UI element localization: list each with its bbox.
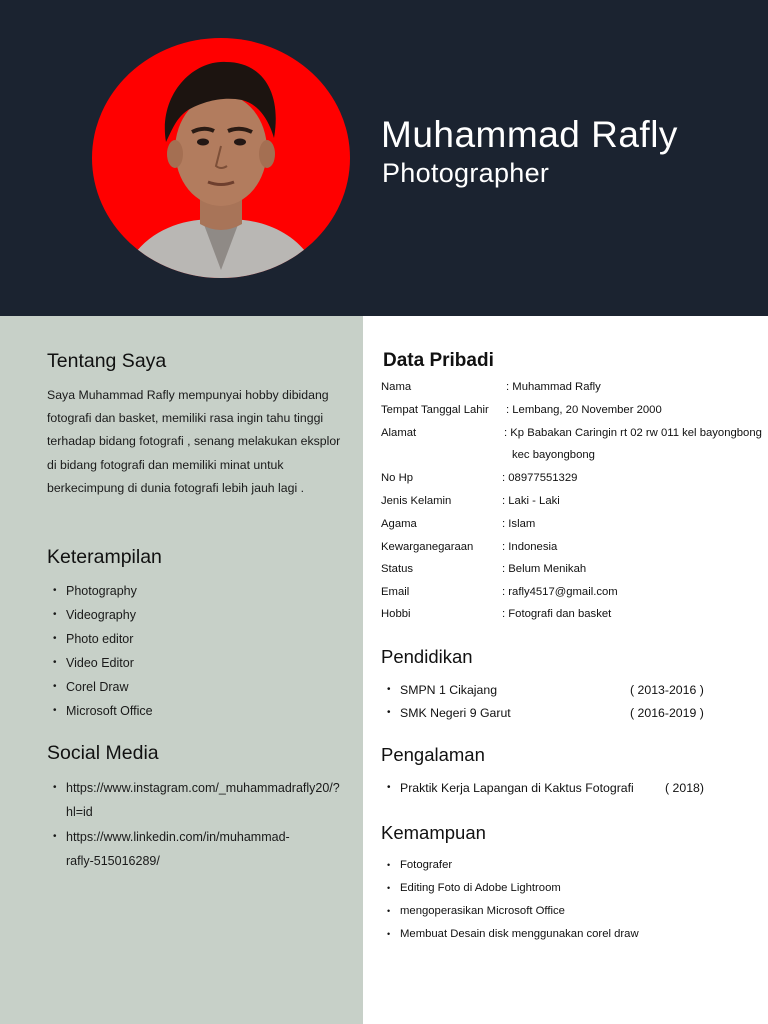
ability-label: mengoperasikan Microsoft Office [400,905,565,917]
education-name: SMK Negeri 9 Garut [400,706,511,720]
education-heading: Pendidikan [381,646,473,667]
skill-item: • Photography [47,579,153,603]
social-link-line: • https://www.linkedin.com/in/muhammad- [66,829,290,844]
skill-item: • Corel Draw [47,675,153,699]
personal-key: Kewarganegaraan [381,541,474,553]
personal-value: : Islam [502,518,536,530]
ability-label: Membuat Desain disk menggunakan corel draw [400,928,639,940]
social-link-line: rafly-515016289/ [66,853,160,868]
personal-key: Status [381,563,414,575]
personal-key: Nama [381,381,412,393]
experience-name: Praktik Kerja Lapangan di Kaktus Fotografi [400,781,634,795]
about-heading: Tentang Saya [47,350,167,372]
personal-value-cont: kec bayongbong [512,449,595,461]
personal-value: : rafly4517@gmail.com [502,586,618,598]
skills-heading: Keterampilan [47,546,162,568]
skill-item: • Microsoft Office [47,699,153,723]
about-text: Saya Muhammad Rafly mempunyai hobby dibidang fotografi dan basket, memiliki rasa ingin tahu tinggi terhadap bidang fotografi , senang melakukan eksplor di bidang fotografi dan memiliki minat untuk berkecimpung di dunia fotografi lebih jauh lagi . [47,388,341,495]
person-portrait-icon [92,38,350,278]
skill-item: • Videography [47,603,153,627]
personal-value: : Muhammad Rafly [506,381,601,393]
experience-heading: Pengalaman [381,744,485,765]
personal-value: : Indonesia [502,541,558,553]
personal-key: Jenis Kelamin [381,495,452,507]
personal-value: : Laki - Laki [502,495,560,507]
personal-key: Alamat [381,427,417,439]
education-years: ( 2013-2016 ) [630,683,704,697]
personal-value: : Kp Babakan Caringin rt 02 rw 011 kel bayongbong [504,427,762,439]
personal-key: No Hp [381,472,414,484]
person-role: Photographer [382,158,550,188]
social-link-instagram[interactable] [47,776,340,824]
social-link-line: • https://www.instagram.com/_muhammadrafly20/? [66,781,340,795]
skills-list [47,579,153,723]
personal-value: : 08977551329 [502,472,578,484]
abilities-heading: Kemampuan [381,822,486,843]
social-heading: Social Media [47,742,159,764]
personal-key: Agama [381,518,417,530]
education-years: ( 2016-2019 ) [630,706,704,720]
personal-value: : Fotografi dan basket [502,608,612,620]
personal-value: : Belum Menikah [502,563,587,575]
skill-item: • Video Editor [47,651,153,675]
education-name: SMPN 1 Cikajang [400,683,498,697]
personal-heading: Data Pribadi [383,350,494,371]
ability-label: Editing Foto di Adobe Lightroom [400,882,561,894]
social-link-line: hl=id [66,805,93,819]
right-panel [363,316,768,1024]
personal-value: : Lembang, 20 November 2000 [506,404,662,416]
experience-years: ( 2018) [665,781,704,795]
profile-photo [92,38,350,278]
person-name: Muhammad Rafly [381,114,678,155]
social-list [47,776,340,873]
skill-item: • Photo editor [47,627,153,651]
personal-key: Email [381,586,410,598]
personal-key: Hobbi [381,608,411,620]
ability-label: Fotografer [400,859,453,871]
social-link-linkedin[interactable] [47,825,340,873]
personal-key: Tempat Tanggal Lahir [381,404,489,416]
